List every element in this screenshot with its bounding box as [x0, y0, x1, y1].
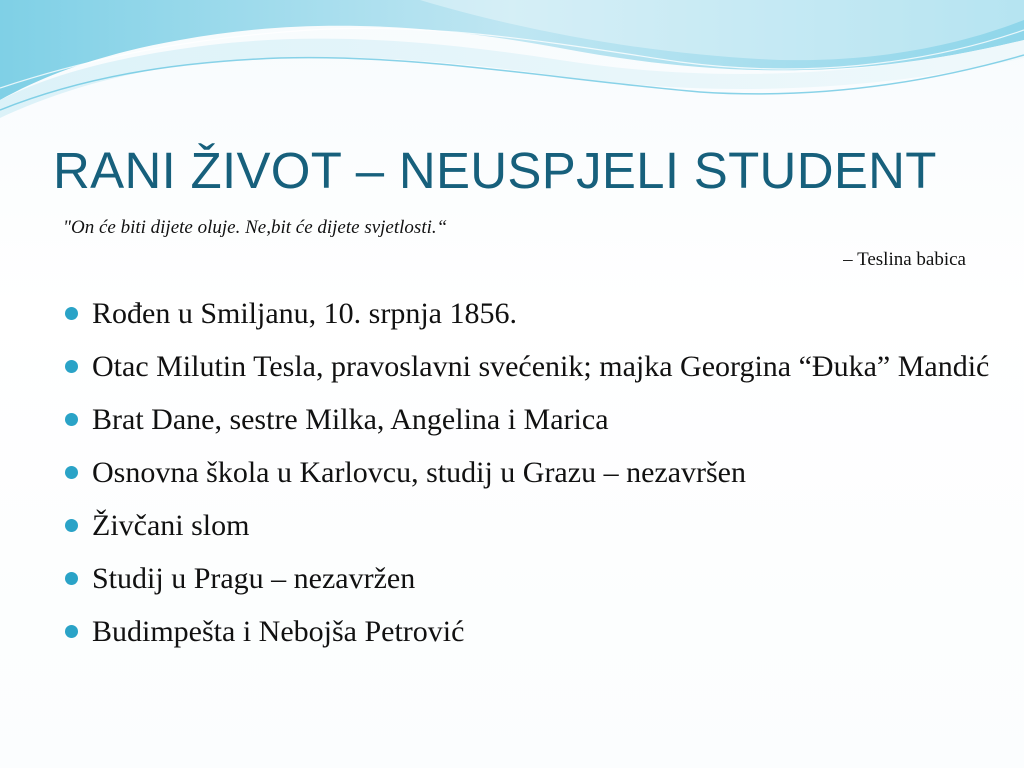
bullet-item	[0, 451, 992, 494]
bullet-dot-icon	[65, 625, 78, 638]
slide-title: RANI ŽIVOT – NEUSPJELI STUDENT	[53, 142, 937, 199]
header-wave-decoration	[0, 0, 1024, 130]
bullet-item	[0, 557, 992, 600]
bullet-dot-icon	[65, 466, 78, 479]
bullet-text: Otac Milutin Tesla, pravoslavni svećenik; majka Georgina “Đuka” Mandić	[92, 350, 990, 383]
bullet-dot-icon	[65, 413, 78, 426]
bullet-text: Studij u Pragu – nezavržen	[92, 562, 416, 595]
bullet-dot-icon	[65, 360, 78, 373]
bullet-text: Osnovna škola u Karlovcu, studij u Grazu – nezavršen	[92, 456, 746, 489]
bullet-dot-icon	[65, 307, 78, 320]
bullet-dot-icon	[65, 572, 78, 585]
bullet-text: Rođen u Smiljanu, 10. srpnja 1856.	[92, 297, 517, 330]
bullet-item	[0, 398, 992, 441]
bullet-item	[0, 292, 992, 335]
bullet-item	[0, 504, 992, 547]
bullet-item	[0, 345, 992, 388]
quote-attribution: – Teslina babica	[843, 249, 966, 270]
bullet-item	[0, 610, 992, 653]
bullet-list	[0, 292, 1024, 663]
bullet-text: Brat Dane, sestre Milka, Angelina i Marica	[92, 403, 609, 436]
bullet-text: Živčani slom	[92, 509, 250, 542]
bullet-dot-icon	[65, 519, 78, 532]
bullet-text: Budimpešta i Nebojša Petrović	[92, 615, 465, 648]
quote-text: "On će biti dijete oluje. Ne,bit će dijete svjetlosti.“	[63, 217, 448, 238]
